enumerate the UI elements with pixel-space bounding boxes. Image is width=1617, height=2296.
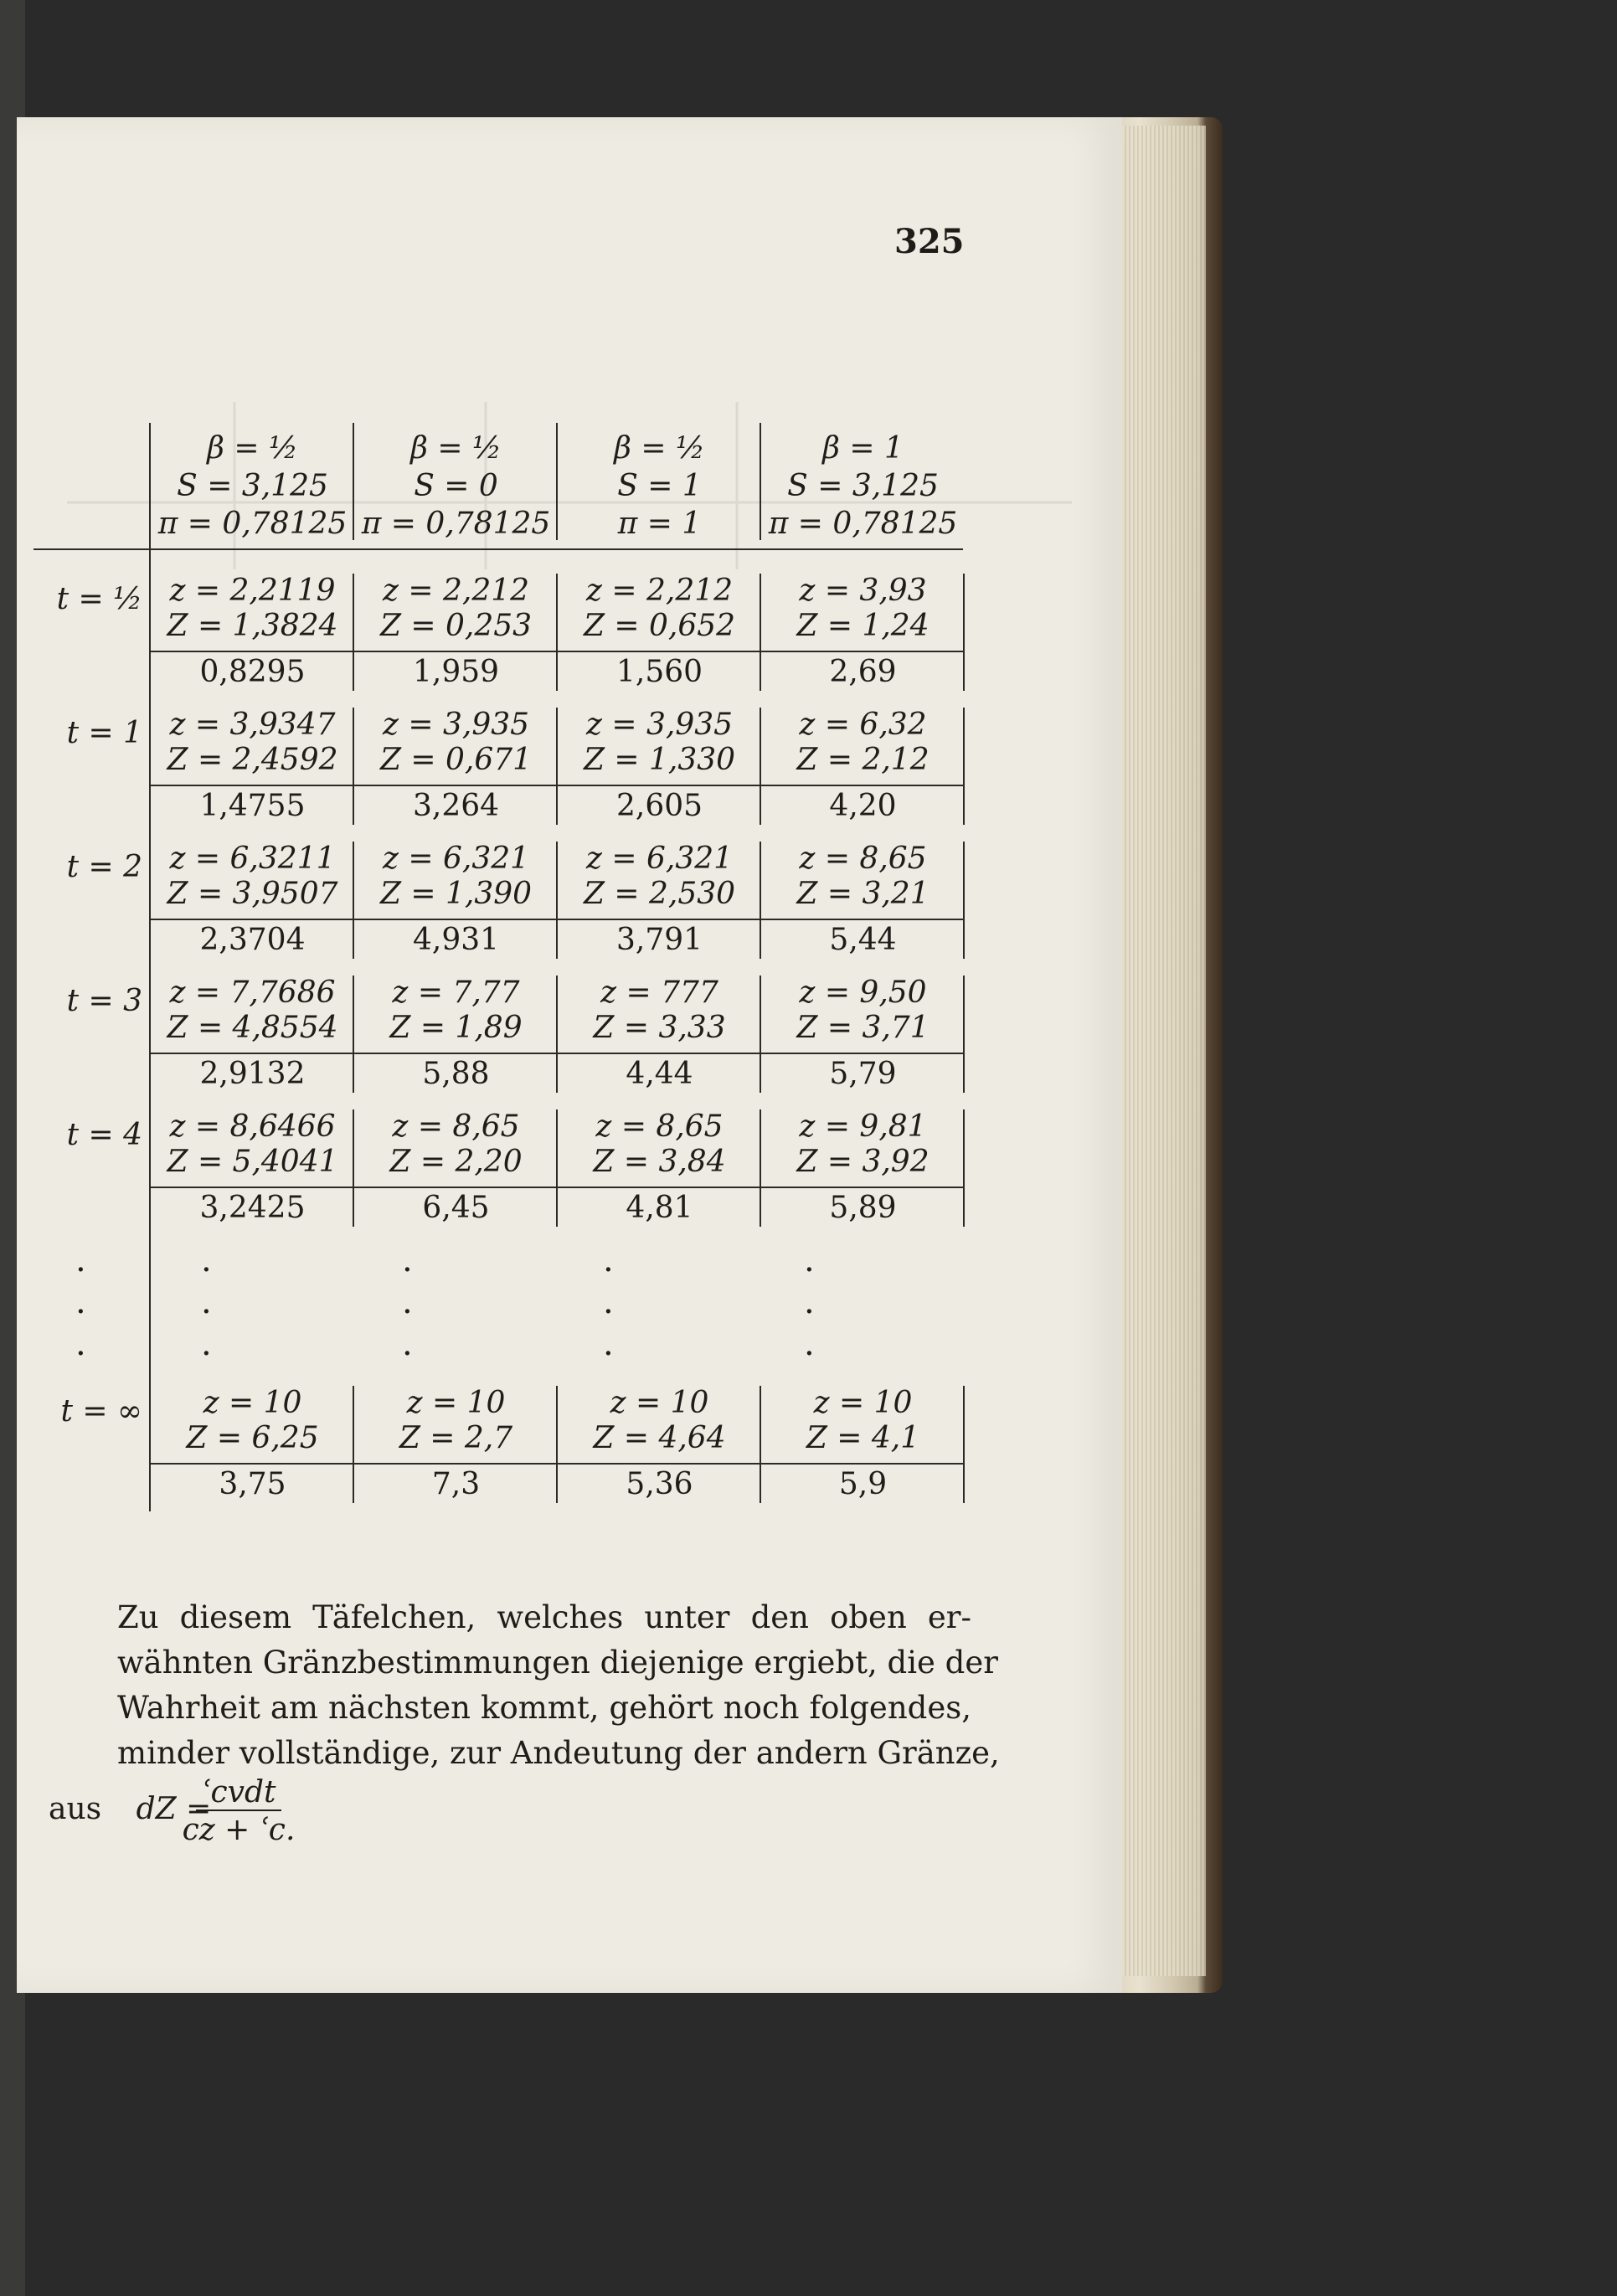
column-header-S: S = 3,125 <box>787 469 939 503</box>
cell-z: z = 10 <box>813 1386 913 1420</box>
cell-difference: 5,79 <box>829 1057 897 1091</box>
ellipsis-dot: . <box>603 1283 614 1321</box>
cell-difference: 7,3 <box>431 1467 481 1501</box>
ellipsis-dot: . <box>804 1283 815 1321</box>
cell-difference: 4,931 <box>412 923 500 957</box>
cell-difference: 4,81 <box>626 1191 693 1225</box>
cell-difference: 5,88 <box>422 1057 490 1091</box>
cell-z: z = 7,77 <box>392 976 520 1010</box>
row-rule <box>151 785 965 786</box>
cell-difference: 2,69 <box>829 655 897 689</box>
row-rule <box>151 1053 965 1054</box>
cell-difference: 1,959 <box>412 655 500 689</box>
cell-z: z = 9,81 <box>799 1109 927 1144</box>
ellipsis-dot: . <box>804 1325 815 1363</box>
cell-difference: 4,20 <box>829 789 897 823</box>
cell-z: z = 6,32 <box>799 708 927 742</box>
table-vertical-rule <box>963 976 965 1093</box>
table-vertical-rule <box>963 708 965 825</box>
cell-Z: Z = 0,671 <box>379 743 533 777</box>
cell-z: z = 3,9347 <box>169 708 336 742</box>
row-label-t: t = ½ <box>56 582 142 616</box>
table-vertical-rule <box>963 842 965 959</box>
ellipsis-dot: . <box>603 1241 614 1279</box>
cell-z: z = 8,65 <box>392 1109 520 1144</box>
cell-difference: 5,89 <box>829 1191 897 1225</box>
cell-Z: Z = 2,12 <box>796 743 930 777</box>
column-header-pi: π = 1 <box>617 507 702 541</box>
ellipsis-dot: . <box>402 1325 413 1363</box>
formula-suffix: . <box>285 1813 296 1847</box>
cell-z: z = 6,321 <box>585 842 734 876</box>
cell-difference: 0,8295 <box>199 655 306 689</box>
cell-Z: Z = 4,1 <box>806 1421 920 1455</box>
cell-difference: 3,264 <box>412 789 500 823</box>
cell-Z: Z = 2,4592 <box>167 743 338 777</box>
cell-z: z = 8,6466 <box>169 1109 336 1144</box>
ellipsis-dot: . <box>402 1241 413 1279</box>
cell-Z: Z = 1,24 <box>796 609 930 643</box>
cell-z: z = 8,65 <box>595 1109 724 1144</box>
cell-z: z = 8,65 <box>799 842 927 876</box>
cell-Z: Z = 0,652 <box>583 609 736 643</box>
row-label-t: t = 2 <box>66 850 142 884</box>
formula-lhs: dZ = <box>136 1792 212 1826</box>
cell-Z: Z = 3,33 <box>593 1011 726 1045</box>
paragraph-line: minder vollständige, zur Andeutung der andern Gränze, <box>117 1735 1000 1771</box>
body-paragraph <box>117 1595 1000 1776</box>
cell-Z: Z = 6,25 <box>186 1421 319 1455</box>
cell-difference: 3,75 <box>219 1467 286 1501</box>
cell-Z: Z = 3,9507 <box>167 877 338 911</box>
cell-z: z = 9,50 <box>799 976 927 1010</box>
page-block-edges <box>1114 126 1206 1976</box>
cell-z: z = 6,3211 <box>169 842 336 876</box>
ellipsis-dot: . <box>201 1241 212 1279</box>
row-rule <box>151 651 965 652</box>
row-rule <box>151 919 965 920</box>
cell-difference: 4,44 <box>626 1057 693 1091</box>
ellipsis-dot: . <box>75 1325 86 1363</box>
cell-difference: 5,36 <box>626 1467 693 1501</box>
cell-difference: 5,44 <box>829 923 897 957</box>
cell-z: z = 3,93 <box>799 574 927 608</box>
cell-z: z = 10 <box>406 1386 506 1420</box>
table-vertical-rule <box>963 1386 965 1503</box>
column-header-beta: β = ½ <box>410 431 502 466</box>
cell-Z: Z = 2,530 <box>583 877 736 911</box>
column-header-S: S = 1 <box>617 469 702 503</box>
row-label-t: t = 4 <box>66 1118 142 1152</box>
row-label-t: t = 3 <box>66 984 142 1018</box>
cell-Z: Z = 4,64 <box>593 1421 726 1455</box>
cell-z: z = 777 <box>600 976 718 1010</box>
cell-Z: Z = 0,253 <box>379 609 533 643</box>
ellipsis-dot: . <box>402 1283 413 1321</box>
cell-z: z = 3,935 <box>382 708 530 742</box>
ellipsis-dot: . <box>75 1283 86 1321</box>
row-label-t: t = ∞ <box>60 1394 142 1429</box>
cell-difference: 1,560 <box>615 655 703 689</box>
table-vertical-rule <box>963 574 965 691</box>
cell-difference: 2,9132 <box>199 1057 306 1091</box>
column-header-pi: π = 0,78125 <box>768 507 958 541</box>
cell-Z: Z = 5,4041 <box>167 1145 338 1179</box>
cell-Z: Z = 1,89 <box>389 1011 523 1045</box>
table-vertical-rule <box>963 1109 965 1227</box>
cell-z: z = 3,935 <box>585 708 734 742</box>
ellipsis-dot: . <box>804 1241 815 1279</box>
cell-Z: Z = 4,8554 <box>167 1011 338 1045</box>
ellipsis-dot: . <box>201 1283 212 1321</box>
page-number: 325 <box>894 222 965 261</box>
formula-aus: aus <box>49 1792 102 1826</box>
cell-Z: Z = 3,92 <box>796 1145 930 1179</box>
cell-Z: Z = 1,390 <box>379 877 533 911</box>
cell-Z: Z = 1,330 <box>583 743 736 777</box>
column-header-pi: π = 0,78125 <box>157 507 348 541</box>
cell-z: z = 10 <box>203 1386 302 1420</box>
formula-numerator: ʿcvdt <box>196 1775 281 1811</box>
cell-difference: 1,4755 <box>199 789 306 823</box>
ellipsis-dot: . <box>75 1241 86 1279</box>
paragraph-line: Zu diesem Täfelchen, welches unter den oben er- <box>117 1599 971 1635</box>
column-header-beta: β = ½ <box>207 431 298 466</box>
cell-difference: 3,791 <box>615 923 703 957</box>
column-header-beta: β = 1 <box>822 431 904 466</box>
column-header-beta: β = ½ <box>614 431 705 466</box>
cell-Z: Z = 1,3824 <box>167 609 338 643</box>
cell-Z: Z = 3,84 <box>593 1145 726 1179</box>
cell-difference: 2,605 <box>615 789 703 823</box>
cell-Z: Z = 3,21 <box>796 877 930 911</box>
cell-difference: 6,45 <box>422 1191 490 1225</box>
header-rule <box>33 548 963 550</box>
column-header-S: S = 0 <box>414 469 498 503</box>
paragraph-line: wähnten Gränzbestimmungen diejenige ergiebt, die der <box>117 1645 998 1681</box>
ellipsis-dot: . <box>201 1325 212 1363</box>
cell-z: z = 10 <box>610 1386 709 1420</box>
row-rule <box>151 1463 965 1465</box>
cell-difference: 2,3704 <box>199 923 306 957</box>
cell-z: z = 2,212 <box>382 574 530 608</box>
ellipsis-dot: . <box>603 1325 614 1363</box>
cell-z: z = 2,2119 <box>169 574 336 608</box>
row-label-t: t = 1 <box>66 716 142 750</box>
cell-Z: Z = 2,20 <box>389 1145 523 1179</box>
row-rule <box>151 1187 965 1188</box>
paragraph-line: Wahrheit am nächsten kommt, gehört noch folgendes, <box>117 1690 971 1726</box>
cell-z: z = 6,321 <box>382 842 530 876</box>
cell-z: z = 2,212 <box>585 574 734 608</box>
formula-denominator: cz + ʿc <box>182 1813 286 1847</box>
column-header-S: S = 3,125 <box>177 469 328 503</box>
column-header-pi: π = 0,78125 <box>361 507 551 541</box>
cell-Z: Z = 2,7 <box>399 1421 513 1455</box>
cell-difference: 5,9 <box>838 1467 888 1501</box>
formula-fraction <box>176 1775 301 1847</box>
cell-z: z = 7,7686 <box>169 976 336 1010</box>
cell-Z: Z = 3,71 <box>796 1011 930 1045</box>
cell-difference: 3,2425 <box>199 1191 306 1225</box>
